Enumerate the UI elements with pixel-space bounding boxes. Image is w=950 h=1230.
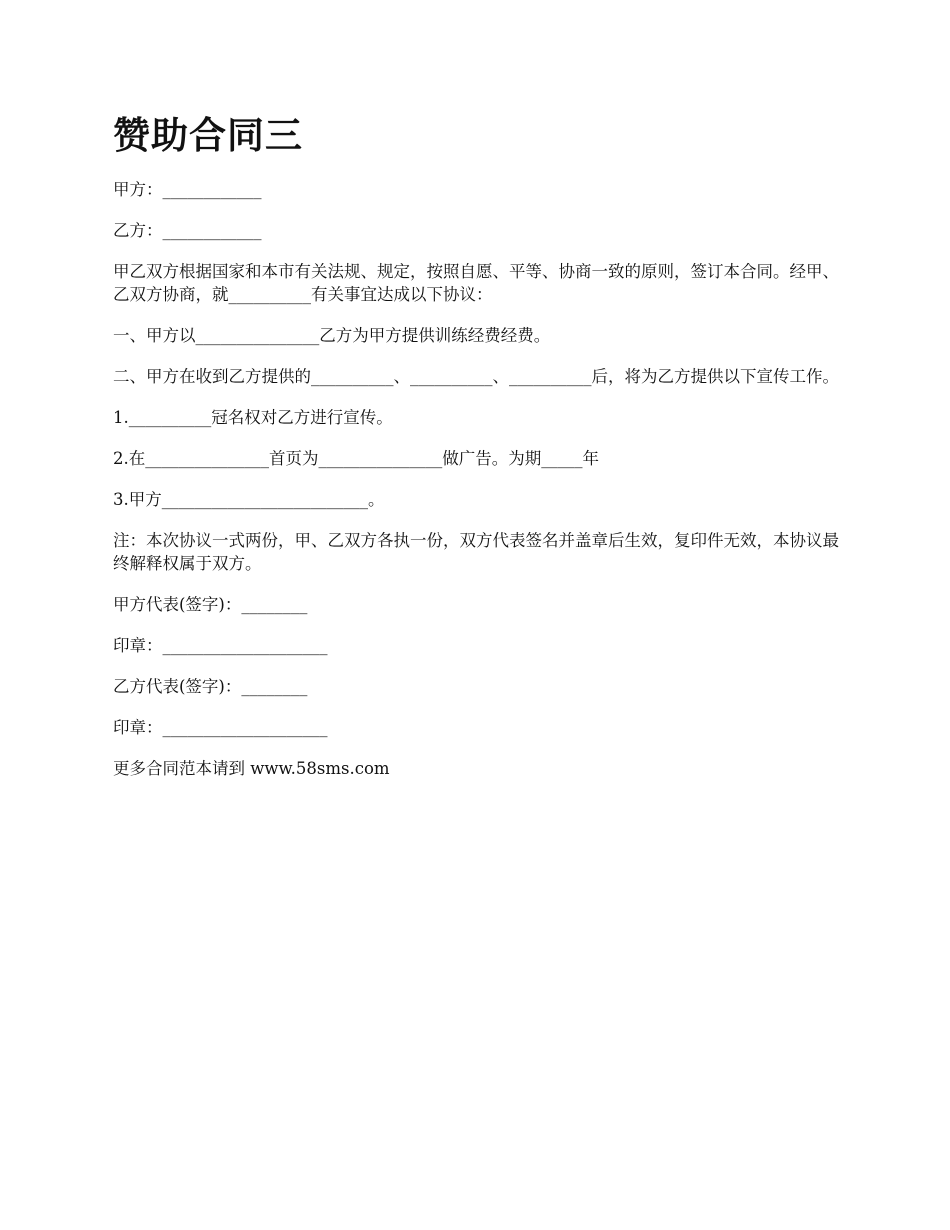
- item-1: 1.__________冠名权对乙方进行宣传。: [113, 408, 393, 427]
- note-paragraph: 注：本次协议一式两份，甲、乙双方各执一份，双方代表签名并盖章后生效，复印件无效，本协议最终解释权属于双方。: [113, 531, 839, 573]
- party-b-seal: 印章：____________________: [113, 718, 328, 737]
- footer-link-text: 更多合同范本请到 www.58sms.com: [113, 759, 390, 778]
- document-page: [113, 110, 853, 798]
- party-b-line: 乙方：____________: [113, 221, 262, 240]
- intro-paragraph: 甲乙双方根据国家和本市有关法规、规定，按照自愿、平等、协商一致的原则，签订本合同。经甲、乙双方协商，就__________有关事宜达成以下协议：: [113, 262, 839, 304]
- party-a-representative-signature: 甲方代表(签字)：________: [113, 595, 308, 614]
- document-title: 赞助合同三: [113, 114, 303, 157]
- item-2: 2.在_______________首页为_______________做广告。为期_____年: [113, 449, 599, 468]
- party-a-line: 甲方：____________: [113, 180, 262, 199]
- party-b-representative-signature: 乙方代表(签字)：________: [113, 677, 308, 696]
- party-a-seal: 印章：____________________: [113, 636, 328, 655]
- clause-1: 一、甲方以_______________乙方为甲方提供训练经费经费。: [113, 326, 551, 345]
- item-3: 3.甲方_________________________。: [113, 490, 385, 509]
- clause-2: 二、甲方在收到乙方提供的__________、__________、__________后，将为乙方提供以下宣传工作。: [113, 367, 839, 386]
